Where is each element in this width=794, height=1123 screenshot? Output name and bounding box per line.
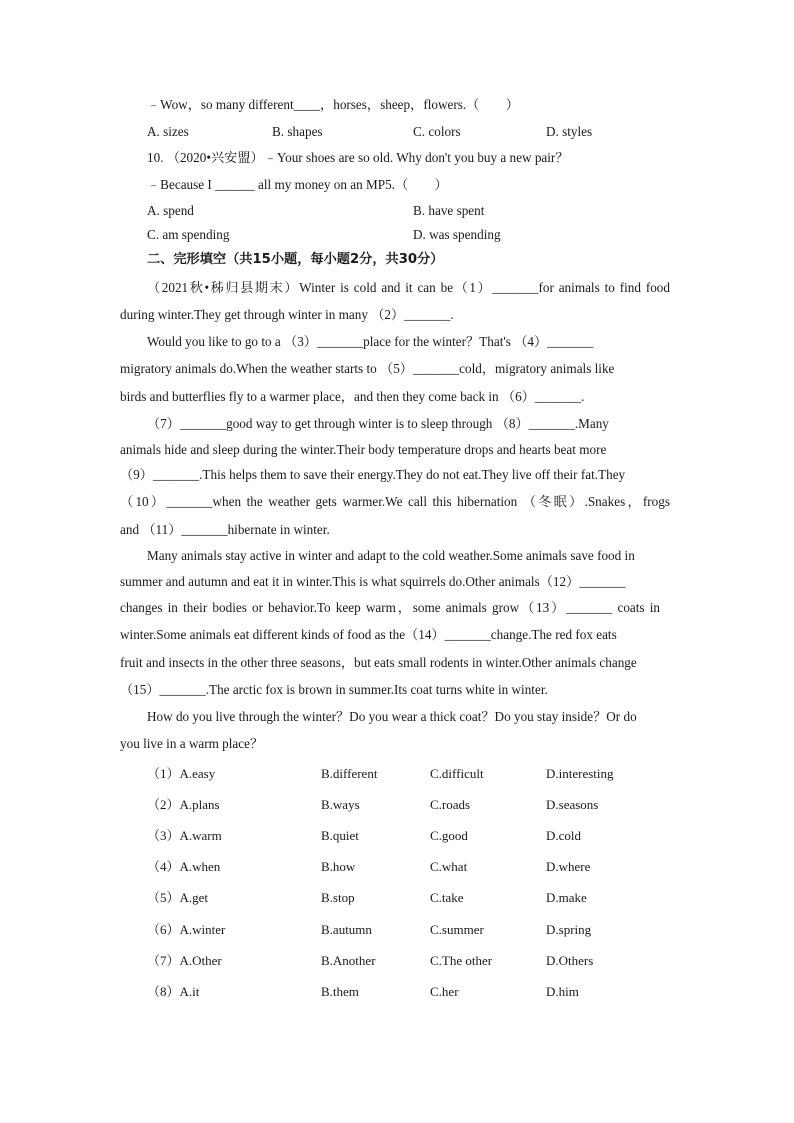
passage-line: （2021秋•秭归县期末）Winter is cold and it can be（1）_______for animals to find food xyxy=(147,280,670,295)
q9-option-b: B. shapes xyxy=(272,124,323,139)
q10-option-a: A. spend xyxy=(147,203,194,218)
passage-line: （9）_______.This helps them to save their energy.They do not eat.They live off their fat.They xyxy=(120,467,626,482)
choice-5-d: D.make xyxy=(546,890,587,905)
q10-question-line: 10. （2020•兴安盟）﹣Your shoes are so old. Why don't you buy a new pair？ xyxy=(147,150,569,165)
choice-1-a: （1）A.easy xyxy=(147,766,216,781)
choice-1-d: D.interesting xyxy=(546,766,614,781)
section-title-cloze: 二、完形填空（共15小题，每小题2分，共30分） xyxy=(147,252,444,267)
passage-line: （7）_______good way to get through winter is to sleep through （8）_______.Many xyxy=(147,416,609,431)
choice-8-b: B.them xyxy=(321,984,359,999)
q10-option-b: B. have spent xyxy=(413,203,485,218)
choice-6-a: （6）A.winter xyxy=(147,922,226,937)
choice-3-b: B.quiet xyxy=(321,828,359,843)
passage-line: winter.Some animals eat different kinds of food as the（14）_______change.The red fox eats xyxy=(120,627,617,642)
q9-answer-line: ﹣Wow，so many different____，horses，sheep，flowers.（ ） xyxy=(147,97,519,112)
passage-line: migratory animals do.When the weather starts to （5）_______cold，migratory animals like xyxy=(120,361,615,376)
choice-7-a: （7）A.Other xyxy=(147,953,222,968)
choice-6-c: C.summer xyxy=(430,922,484,937)
passage-line: Would you like to go to a （3）_______place for the winter？That's （4）_______ xyxy=(147,334,594,349)
choice-6-b: B.autumn xyxy=(321,922,372,937)
choice-2-d: D.seasons xyxy=(546,797,599,812)
passage-line: changes in their bodies or behavior.To keep warm，some animals grow（13）_______ coats in xyxy=(120,600,660,615)
choice-4-d: D.where xyxy=(546,859,591,874)
choice-5-b: B.stop xyxy=(321,890,355,905)
q9-option-d: D. styles xyxy=(546,124,593,139)
passage-line: birds and butterflies fly to a warmer place，and then they come back in （6）_______. xyxy=(120,389,585,404)
choice-3-a: （3）A.warm xyxy=(147,828,222,843)
q9-option-a: A. sizes xyxy=(147,124,189,139)
passage-line: How do you live through the winter？Do you wear a thick coat？Do you stay inside？Or do xyxy=(147,709,637,724)
choice-7-b: B.Another xyxy=(321,953,376,968)
choice-7-d: D.Others xyxy=(546,953,594,968)
choice-4-c: C.what xyxy=(430,859,468,874)
choice-5-c: C.take xyxy=(430,890,464,905)
choice-8-c: C.her xyxy=(430,984,459,999)
passage-line: fruit and insects in the other three seasons，but eats small rodents in winter.Other animals change xyxy=(120,655,637,670)
choice-4-b: B.how xyxy=(321,859,356,874)
choice-8-d: D.him xyxy=(546,984,579,999)
choice-7-c: C.The other xyxy=(430,953,493,968)
passage-line: animals hide and sleep during the winter.Their body temperature drops and hearts beat more xyxy=(120,442,607,457)
passage-line: （10）_______when the weather gets warmer.We call this hibernation （冬眠）.Snakes，frogs xyxy=(120,494,670,509)
choice-2-c: C.roads xyxy=(430,797,471,812)
q9-option-c: C. colors xyxy=(413,124,461,139)
choice-6-d: D.spring xyxy=(546,922,592,937)
passage-line: and （11）_______hibernate in winter. xyxy=(120,522,330,537)
choice-2-b: B.ways xyxy=(321,797,360,812)
choice-8-a: （8）A.it xyxy=(147,984,200,999)
q10-option-c: C. am spending xyxy=(147,227,230,242)
choice-4-a: （4）A.when xyxy=(147,859,221,874)
passage-line: （15）_______.The arctic fox is brown in summer.Its coat turns white in winter. xyxy=(120,682,548,697)
choice-5-a: （5）A.get xyxy=(147,890,209,905)
passage-line: you live in a warm place？ xyxy=(120,736,264,751)
passage-line: summer and autumn and eat it in winter.This is what squirrels do.Other animals（12）_______ xyxy=(120,574,626,589)
choice-1-b: B.different xyxy=(321,766,378,781)
passage-line: Many animals stay active in winter and adapt to the cold weather.Some animals save food in xyxy=(147,548,635,563)
passage-line: during winter.They get through winter in many （2）_______. xyxy=(120,307,454,322)
q10-option-d: D. was spending xyxy=(413,227,501,242)
choice-3-d: D.cold xyxy=(546,828,582,843)
q10-answer-line: ﹣Because I ______ all my money on an MP5.（ ） xyxy=(147,177,448,192)
choice-1-c: C.difficult xyxy=(430,766,484,781)
choice-2-a: （2）A.plans xyxy=(147,797,220,812)
choice-3-c: C.good xyxy=(430,828,468,843)
